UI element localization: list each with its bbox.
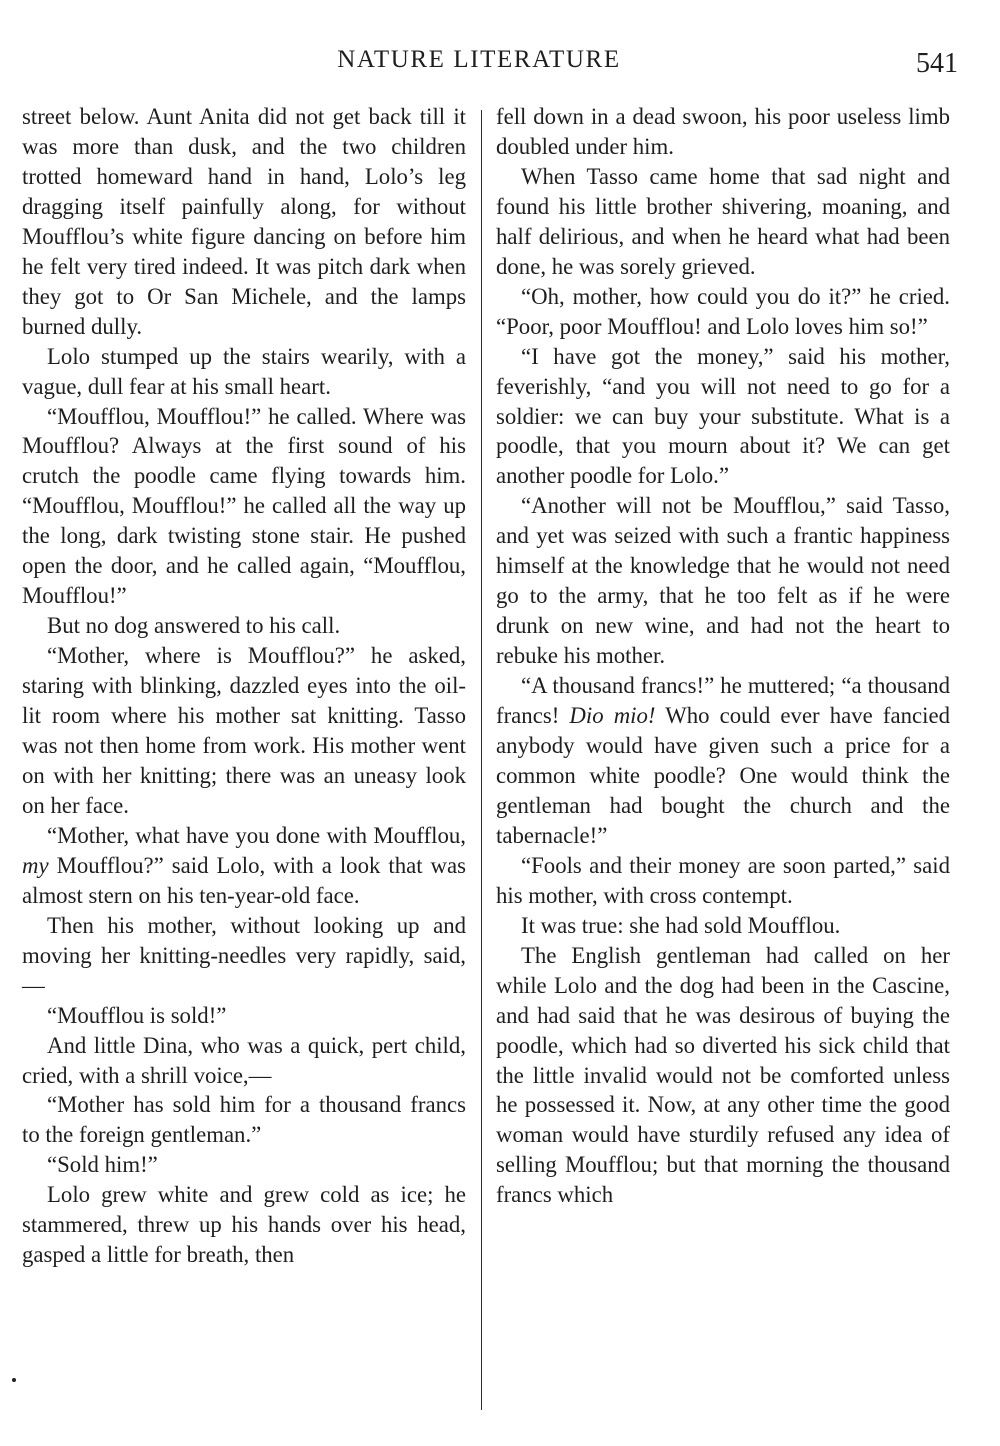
paragraph: When Tasso came home that sad night and found his little brother shivering, moaning, and half delirious, and when he heard what had been done, he was sorely grieved. [496,163,950,279]
italic-text: Dio mio! [569,703,656,729]
paragraph: “Oh, mother, how could you do it?” he cried. “Poor, poor Moufflou! and Lolo loves him so!” [496,283,950,339]
paragraph [496,671,950,851]
paragraph: street below. Aunt Anita did not get back till it was more than dusk, and the two children trotted homeward hand in hand, Lolo’s leg dragging itself painfully along, for without Moufflou’s white figure dancing on before him he felt very tired indeed. It was pitch dark when they got to Or San Michele, and the lamps burned dully. [22,104,466,339]
text-run: “A thousand francs!” he muttered; “a thousand francs! [496,673,950,729]
text-run: Who could ever have fancied anybody would have given such a price for a common white poodle? One would think the gentleman had bought the church and the tabernacle!” [496,703,950,848]
running-title: NATURE LITERATURE [337,46,621,73]
paragraph: “Mother, where is Moufflou?” he asked, staring with blinking, dazzled eyes into the oil-lit room where his mother sat knitting. Tasso was not then home from work. His mother went on with her knitting; there was an uneasy look on her face. [22,643,466,818]
page-number: 541 [916,48,958,79]
column-divider [481,110,482,1410]
page-header [0,44,1000,84]
paragraph: “Moufflou is sold!” [47,1002,227,1028]
left-column [22,102,466,1270]
right-column [496,102,950,1210]
paragraph: fell down in a dead swoon, his poor useless limb doubled under him. [496,104,950,159]
paragraph: And little Dina, who was a quick, pert child, cried, with a shrill voice,— [22,1032,466,1088]
text-run: Moufflou?” said Lolo, with a look that was almost stern on his ten-year-old face. [22,852,466,908]
paragraph: It was true: she had sold Moufflou. [521,912,841,938]
paragraph: “Moufflou, Moufflou!” he called. Where was Moufflou? Always at the first sound of his crutch the poodle came flying towards him. “Moufflou, Moufflou!” he called all the way up the long, dark twisting stone stair. He pushed open the door, and he called again, “Moufflou, Moufflou!” [22,403,466,609]
paragraph: Then his mother, without looking up and moving her knitting-needles very rapidly, said,— [22,912,466,998]
paragraph: “I have got the money,” said his mother, feverishly, “and you will not need to go for a soldier: we can buy your substitute. What is a poodle, that you mourn about it? We can get another poodle for Lolo.” [496,343,950,489]
paragraph: “Mother has sold him for a thousand francs to the foreign gentleman.” [22,1092,466,1148]
text-run: “Mother, what have you done with Moufflou, [47,822,466,848]
paragraph: “Fools and their money are soon parted,” said his mother, with cross contempt. [496,852,950,908]
paragraph: “Sold him!” [47,1152,158,1178]
paragraph: The English gentleman had called on her while Lolo and the dog had been in the Cascine, and had said that he was desirous of buying the poodle, which had so diverted his sick child that the little invalid would not be comforted unless he possessed it. Now, at any other time the good woman would have sturdily refused any idea of selling Moufflou; but that morning the thousand francs which [496,942,950,1208]
paragraph: Lolo grew white and grew cold as ice; he stammered, threw up his hands over his head, gasped a little for breath, then [22,1182,466,1268]
italic-text: my [22,852,49,878]
print-speck [12,1378,16,1382]
paragraph: But no dog answered to his call. [47,613,341,639]
paragraph: “Another will not be Moufflou,” said Tasso, and yet was seized with such a frantic happiness himself at the knowledge that he would not need go to the army, that he too felt as if he were drunk on new wine, and had not the heart to rebuke his mother. [496,493,950,669]
paragraph [22,821,466,911]
paragraph: Lolo stumped up the stairs wearily, with a vague, dull fear at his small heart. [22,343,466,399]
